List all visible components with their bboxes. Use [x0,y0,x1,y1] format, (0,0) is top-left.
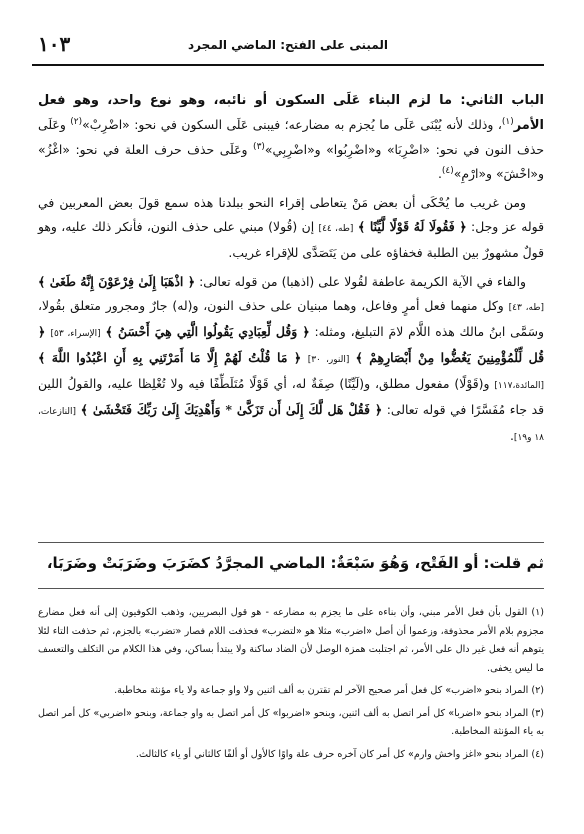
matn-top-rule [38,542,544,543]
footnote-ref-3[interactable]: (٣) [253,141,265,152]
matn-line: ثم قلت: أو الفَتْح، وَهُوَ سَبْعَةٌ: الماضي المجرَّدُ كضَرَبَ وضَرَبَتْ وضَرَبَا، [46,554,544,572]
quran-verse: ﴿ فَقُولَا لَهُ قَوْلًا لَّيِّنًا ﴾ [357,219,467,234]
paragraph-parsing [38,270,544,450]
paragraph-text: وعَلَى حذف النون في نحو: «اضْرِبَا» و«اضْرِبُوا» و«اضْرِبِي» [38,117,545,157]
footnote-ref-4[interactable]: (٤) [441,165,454,176]
verse-citation: [المائدة،١١٧] [494,381,544,391]
running-title: المبنى على الفتح: الماضي المجرد [188,38,388,52]
verse-citation: [النازعات، ١٨ و١٩] [38,407,544,443]
quran-verse: ﴿ وَقُل لِّعِبَادِي يَقُولُوا الَّتِي هِيَ أَحْسَنُ ﴾ [105,324,310,339]
footnote-3: (٣) المراد بنحو «اضربا» كل أمر اتصل به ألف اثنين، وبنحو «اضربوا» كل أمر اتصل به واو جماعة، وبنحو «اضربي» كل أمر اتصل به ياء المؤنثة المخاطبة. [38,707,544,737]
quran-verse: ﴿ قُل لِّلْمُؤْمِنِينَ يَغُضُّوا مِنْ أَبْصَارِهِمْ ﴾ [38,324,544,365]
footnote-ref-1[interactable]: (١) [501,116,514,127]
footnote-ref-2[interactable]: (٢) [70,116,83,127]
page-header [32,30,544,66]
paragraph-text: وكل منهما فعل أمرٍ وفاعل، وهما مبنيان على حذف النون، و(له) جارٌ ومجرور متعلق بقُولا، وسَمَّى ابنُ مالك هذه اللَّام لامَ التبليغ، ومثله: [38,298,545,339]
footnote-2: (٢) المراد بنحو «اضرب» كل فعل أمر صحيح الآخر لم تقترن به ألف اثنين ولا واو جماعة ولا ياء مؤنثة مخاطبة. [114,685,544,696]
verse-citation: [طه، ٤٣] [508,303,544,313]
quran-verse: ﴿ فَقُلْ هَل لَّكَ إِلَىٰ أَن تَزَكَّىٰ * وَأَهْدِيَكَ إِلَىٰ رَبِّكَ فَتَخْشَىٰ ﴾ [80,402,383,417]
page-number: ١٠٣ [38,32,71,56]
quran-verse: ﴿ اذْهَبَا إِلَىٰ فِرْعَوْنَ إِنَّهُ طَغَىٰ ﴾ [38,274,196,289]
paragraph-text: . [509,428,514,443]
paragraph-text: إن (قُولا) مبني على حذف النون، فأنكر ذلك عليه، وهو قولٌ مشهورٌ بين الطلبة فخفاؤه على من يَتَصَدَّى للإقراء غريب. [38,219,544,260]
verse-citation: [الإسراء، ٥٣] [50,329,101,339]
footnote-separator [38,588,544,589]
chapter-heading: الباب الثاني: ما لزم البناء عَلَى السكون أو نائبه، وهو نوع واحد، وهو فعل الأمر [38,93,544,133]
paragraph-text: والفاء في الآية الكريمة عاطفة لقُولا على (اذهبا) من قوله تعالى: [195,274,527,289]
paragraph-text: ومن غريب ما يُحْكَى أن بعض مَنْ يتعاطى إقراء النحو ببلدنا هذه سمع قولَ بعض المعربين في قوله عز وجل: [38,195,544,234]
footnote-1: (١) القول بأن فعل الأمر مبني، وأن بناءه على ما يجزم به مضارعه - هو قول البصريين، وذهب الكوفيون إلى أنه فعل مضارع مجزوم بلام الأمر محذوفة، وزعموا أن أصل «اضرب» مثلا هو «لتضرب» فحذفت اللام فصار «تضرب» بالجزم، ثم حذفت التاء لئلا يتوهم أنه فعل غير دال على الأمر، ثم اجتلبت همزة الوصل لأن الضاد ساكنة ولا يبتدأ بساكن، وفي هذا الكلام من التكلف والتعسف ما ليس يخفى. [38,607,544,674]
main-text [38,88,544,450]
paragraph-anecdote [38,191,544,265]
verse-citation: [طه، ٤٤] [318,224,354,234]
paragraph-chapter [38,88,544,186]
verse-citation: [النور، ٣٠] [307,355,350,365]
header-rule [32,64,544,66]
paragraph-text: وعَلَى حذف حرف العلة في نحو: «اغْزُ» و«اخْشَ» و«ارْمِ» [38,142,544,181]
paragraph-text: و(قَوْلًا) مفعول مطلق، و(لَيِّنًا) صِفَةٌ له، أي قَوْلًا مُتَلَطِّفًا فيه ولا تُغْلِظا عليه، والقولُ اللين قد جاء مُفَسَّرًا في قوله تعالى: [38,376,544,417]
footnotes [38,604,544,768]
quran-verse: ﴿ مَا قُلْتُ لَهُمْ إِلَّا مَا أَمَرْتَنِي بِهِ أَنِ اعْبُدُوا اللَّهَ ﴾ [38,350,308,365]
paragraph-text: ، وذلك لأنه يُبْنَى عَلَى ما يُجزم به مضارعه؛ فيبنى عَلَى السكون في نحو: «اضْرِبْ» [82,117,502,132]
paragraph-text: . [437,166,442,181]
footnote-4: (٤) المراد بنحو «اغز واخش وارم» كل أمر كان آخره حرف علة واوًا كالأول أو ألفًا كالثاني أو ياء كالثالث. [135,748,544,760]
